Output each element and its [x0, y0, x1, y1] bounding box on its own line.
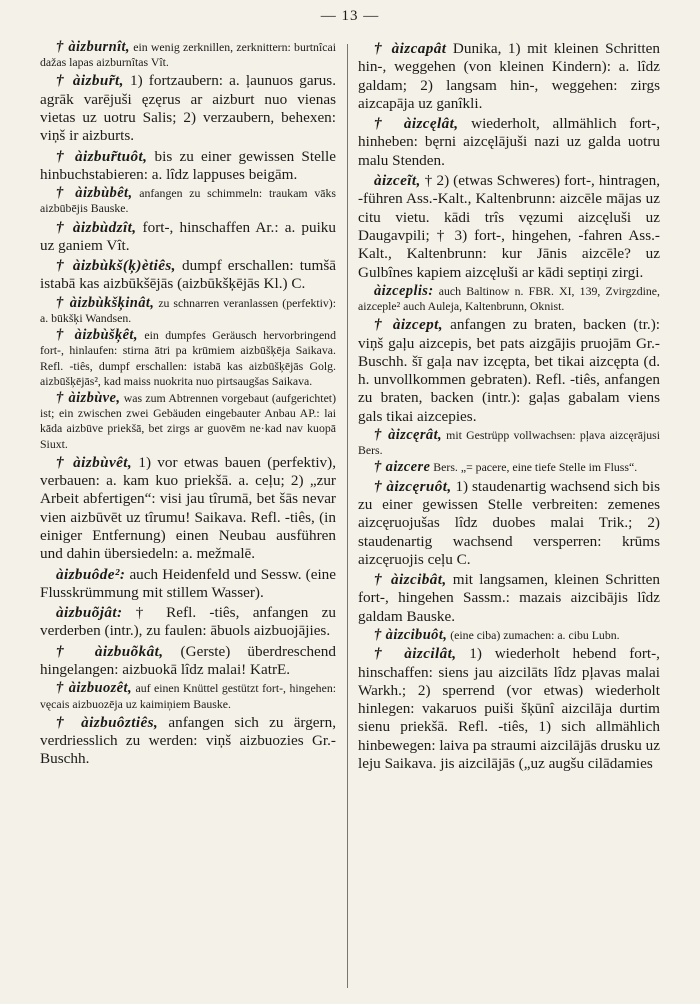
dictionary-entry [358, 40, 660, 113]
dictionary-entry [358, 478, 660, 569]
entry-definition: mit langsamen, kleinen Schritten fort-, hingehen Sassm.: mazais aizcibājis lîdz galdam Bauske. [358, 571, 660, 625]
entry-definition: 1) vor etwas bauen (perfektiv), verbauen: a. kam kuo priekšā. a. ceļu; 2) „zur Arbeit abfertigen“: visi jau tîrumā, bet šās nevar vien aizbūvēt uz tîrumu! Saikava. Refl. -tiês, (in einiger Entfernung) einen Neubau ausführen und dahin übersiedeln: a. mežmalē. [40, 453, 337, 563]
dictionary-entry [358, 115, 660, 170]
dictionary-entry [358, 628, 660, 643]
entry-headword: † àizcęlât, [374, 115, 459, 133]
entry-definition: (Gerste) überdreschend hingelangen: aizbuokā lîdz malai! KatrE. [40, 642, 336, 679]
entry-headword: àizceplis: [374, 282, 434, 299]
dictionary-entry [40, 186, 336, 216]
dictionary-entry [40, 296, 336, 326]
entry-headword: † àizbùbêt, [56, 185, 133, 202]
entry-headword: † àizbùkš(ķ)ètiês, [56, 257, 176, 275]
left-column [40, 40, 336, 771]
dictionary-entry [40, 454, 336, 564]
entry-headword: † àizburnît, [56, 39, 130, 55]
column-divider [347, 44, 348, 988]
entry-definition: Bers. „= pacere, eine tiefe Stelle im Fluss“. [430, 460, 638, 475]
entry-definition: dumpf erschallen: tumšā istabā kas aizbūkšējās (aizbūkšķējās Kl.) C. [40, 257, 336, 293]
entry-definition: fort-, hinschaffen Ar.: a. puiku uz ganiem Vît. [40, 218, 336, 254]
entry-definition: anfangen zu braten, backen (tr.): viņš gaļu aizcepis, bet pats aizgājis pruojām Gr.-Buschh. šī gaļa nav izcępta, bet tikai aizcępta (d. h. unvollkommen gebraten). Refl. -tiês, anfangen zu braten, backen (intr.): gaļas gabalam viens gals tikai aizcepies. [358, 316, 660, 425]
entry-definition: anfangen sich zu ärgern, verdriesslich zu werden: viņš aizbuozies Gr.-Buschh. [40, 713, 337, 768]
dictionary-entry [358, 172, 660, 282]
entry-definition: was zum Abtrennen vorgebaut (aufgerichtet) ist; ein zwischen zwei Gebäuden eingebauter Anbau AP.: lai kāda aizbūve priekšā, bet zirgs ar guovēm ne·kad nav kuopā Siuxt. [40, 391, 337, 451]
entry-headword: † àizbur̃t, [56, 72, 124, 90]
entry-definition: † 2) (etwas Schweres) fort-, hintragen, -führen Ass.-Kalt., Kaltenbrunn: aizcēle mājas uz citu vietu. kādi trîs vęzumi aizcęluši uz Daugavpili; † 3) fort-, hingehen, -fahren Ass.-Kalt., Kaltenbrunn: kur Jānis aizcēle? uz Gulbînes kapiem aizcęluši ar kādi septiņi zirgi. [358, 172, 660, 281]
dictionary-entry [40, 257, 336, 294]
entry-definition: bis zu einer gewissen Stelle hinbuchstabieren: a. lîdz lappuses beigām. [40, 147, 336, 183]
dictionary-entry [40, 714, 336, 769]
entry-headword: † àizcęruôt, [374, 477, 452, 495]
entry-definition: zu schnarren veranlassen (perfektiv): a. būkšķi Wandsen. [40, 295, 336, 325]
dictionary-entry [40, 219, 336, 256]
dictionary-entry [40, 391, 336, 452]
entry-definition: auch Baltinow n. FBR. XI, 139, Zvirgzdine, aizceple² auch Auleja, Kaltenbrunn, Oknist. [358, 283, 660, 314]
entry-headword: † àizbùve, [56, 390, 121, 406]
dictionary-entry [40, 148, 336, 185]
dictionary-entry [40, 604, 336, 641]
entry-definition: (eine ciba) zumachen: a. cibu Lubn. [447, 628, 620, 643]
dictionary-entry [358, 460, 660, 475]
entry-definition: auf einen Knüttel gestützt fort-, hingehen: vęcais aizbuozēja uz kaimiņiem Bauske. [40, 681, 336, 711]
entry-definition: wiederholt, allmählich fort-, hinheben: bęrni aizcęlājuši nazi uz galda uotru malu Stenden. [358, 115, 660, 169]
entry-headword: † àizcibuôt, [374, 627, 448, 644]
dictionary-entry [40, 566, 336, 603]
entry-headword: àizbuõjât: [56, 604, 123, 622]
entry-headword: àizceĩt, [374, 172, 421, 190]
page-number: — 13 — [320, 8, 380, 24]
entry-headword: † àizbùvêt, [56, 453, 133, 471]
dictionary-entry [358, 428, 660, 458]
right-column [358, 40, 660, 775]
entry-headword: † àizbuôztiês, [56, 713, 159, 731]
entry-headword: † àizbùkšķinât, [56, 294, 155, 311]
dictionary-entry [40, 328, 336, 389]
entry-headword: † àizbur̃tuôt, [56, 147, 148, 165]
entry-definition: 1) wiederholt hebend fort-, hinschaffen: siens jau aizcilāts lîdz pļavas malai Warkh.; 2) sperrend (vor etwas) wiederholt hinlegen: vakaruos puiši šķūnî aizcilāja durtim sienu priekšā. Refl. -tiês, 1) sich allmählich hinbewegen: laiva pa straumi aizcilājās drusku uz leju Saikava. jis aizcilājās („uz augšu cilādamies [358, 645, 660, 773]
entry-headword: † àizcęrât, [374, 427, 443, 444]
entry-definition: 1) staudenartig wachsend sich bis zu einer gewissen Stelle verbreiten: zemenes aizcęruojušas lîdz duobes malai Trik.; 2) staudenartig wachsend versperren: krūms aizcęruojis ceļu C. [358, 477, 660, 568]
entry-definition: anfangen zu schimmeln: traukam vāks aizbūbējis Bauske. [40, 186, 336, 216]
entry-definition: auch Heidenfeld und Sessw. (eine Flusskrümmung mit stillem Wasser). [40, 565, 336, 601]
entry-definition: Dunika, 1) mit kleinen Schritten hin-, weggehen (von kleinen Kindern): a. lîdz galdam; 2) langsam hin-, weggehen: zirgs aizcapāja uz ganîkli. [358, 40, 660, 112]
dictionary-entry [40, 643, 336, 680]
dictionary-entry [40, 681, 336, 711]
entry-definition: ein dumpfes Geräusch hervorbringend fort-, hinlaufen: stirna ātri pa krūmiem aizbūšķēja Saikava. Refl. -tiês, dumpf erschallen: istabā kas aizbūšķējās Golg. aizbūšķējās², kad maiss nuokrita nuo pirtsaugšas Saikava. [40, 328, 336, 388]
entry-definition: 1) fortzaubern: a. ļaunuos garus. agrāk varējuši ęzęrus ar aizburt nuo vienas vietas uz uotru Salis; 2) verzaubern, behexen: viņš ir aizburts. [40, 72, 336, 145]
dictionary-entry [358, 284, 660, 314]
entry-headword: † àizbùdzît, [56, 218, 137, 236]
dictionary-entry [358, 645, 660, 773]
dictionary-entry [358, 316, 660, 426]
entry-headword: † àizbuozêt, [56, 680, 132, 697]
entry-headword: † àizcapât [374, 40, 447, 57]
entry-headword: † àizbuõkât, [56, 642, 164, 660]
dictionary-entry [358, 571, 660, 626]
entry-definition: mit Gestrüpp vollwachsen: pļava aizcęrājusi Bers. [358, 428, 660, 458]
entry-headword: † àizbùšķêt, [56, 327, 138, 344]
entry-definition: † Refl. -tiês, anfangen zu verderben (intr.), zu faulen: ābuols aizbuojājies. [40, 604, 336, 640]
entry-definition: ein wenig zerknillen, zerknittern: burtnîcai dažas lapas aizburnîtas Vît. [40, 40, 336, 70]
dictionary-entry [40, 40, 336, 70]
dictionary-entry [40, 72, 336, 145]
entry-headword: † aizcere [374, 459, 431, 476]
entry-headword: † àizcilât, [374, 645, 457, 663]
entry-headword: † àizcibât, [374, 571, 447, 589]
entry-headword: àizbuôde²: [56, 565, 126, 583]
entry-headword: † àizcept, [374, 316, 443, 334]
